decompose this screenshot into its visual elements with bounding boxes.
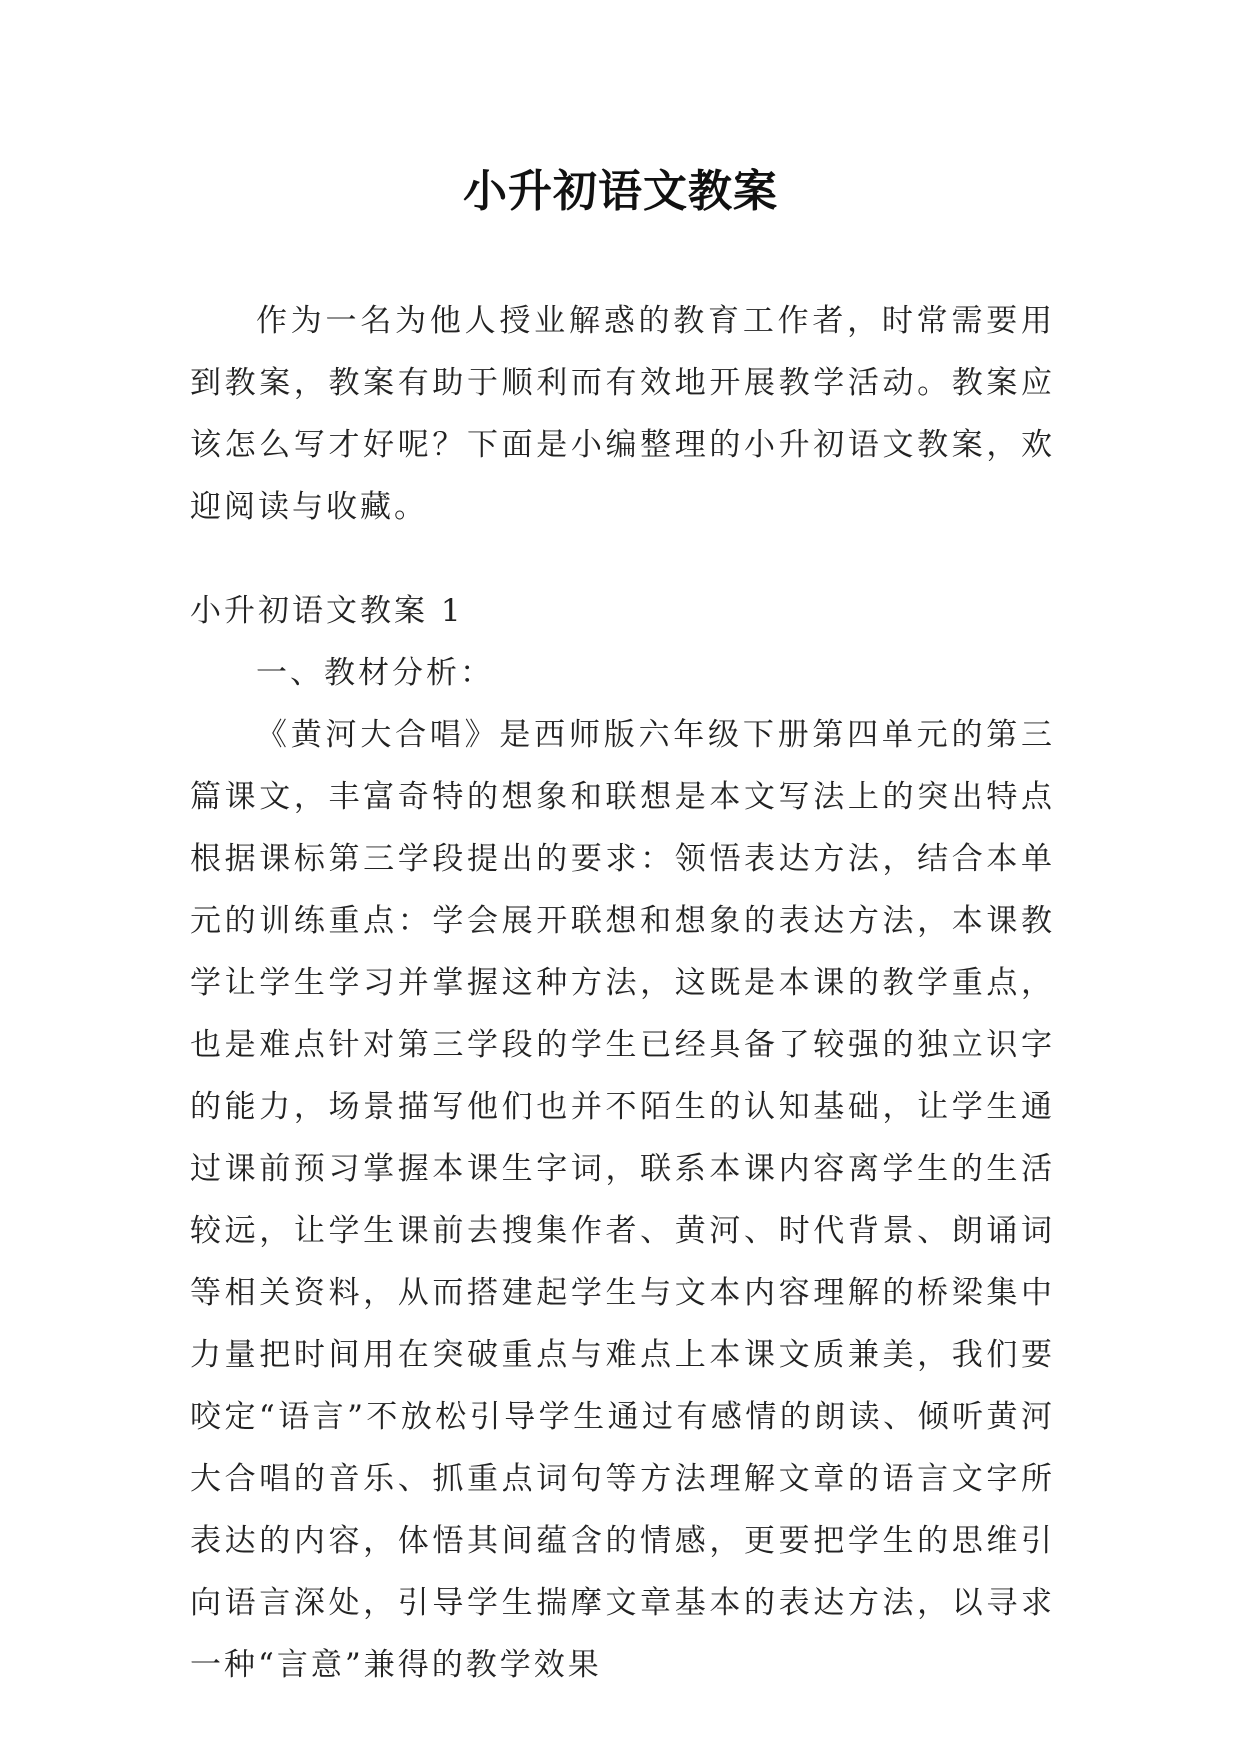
intro-paragraph: 作为一名为他人授业解惑的教育工作者，时常需要用到教案，教案有助于顺利而有效地开展教学活动。教案应该怎么写才好呢？下面是小编整理的小升初语文教案，欢迎阅读与收藏。 — [190, 303, 1055, 525]
document-title: 小升初语文教案 — [463, 166, 778, 217]
subheading-textbook-analysis: 一、教材分析： — [256, 655, 494, 691]
section-title: 小升初语文教案 1 — [190, 593, 464, 629]
analysis-paragraph: 《黄河大合唱》是西师版六年级下册第四单元的第三篇课文，丰富奇特的想象和联想是本文写法上的突出特点根据课标第三学段提出的要求：领悟表达方法，结合本单元的训练重点：学会展开联想和想象的表达方法，本课教学让学生学习并掌握这种方法，这既是本课的教学重点，也是难点针对第三学段的学生已经具备了较强的独立识字的能力，场景描写他们也并不陌生的认知基础，让学生通过课前预习掌握本课生字词，联系本课内容离学生的生活较远，让学生课前去搜集作者、黄河、时代背景、朗诵词等相关资料，从而搭建起学生与文本内容理解的桥梁集中力量把时间用在突破重点与难点上本课文质兼美，我们要咬定“语言”不放松引导学生通过有感情的朗读、倾听黄河大合唱的音乐、抓重点词句等方法理解文章的语言文字所表达的内容，体悟其间蕴含的情感，更要把学生的思维引向语言深处，引导学生揣摩文章基本的表达方法，以寻求一种“言意”兼得的教学效果 — [190, 717, 1055, 1683]
